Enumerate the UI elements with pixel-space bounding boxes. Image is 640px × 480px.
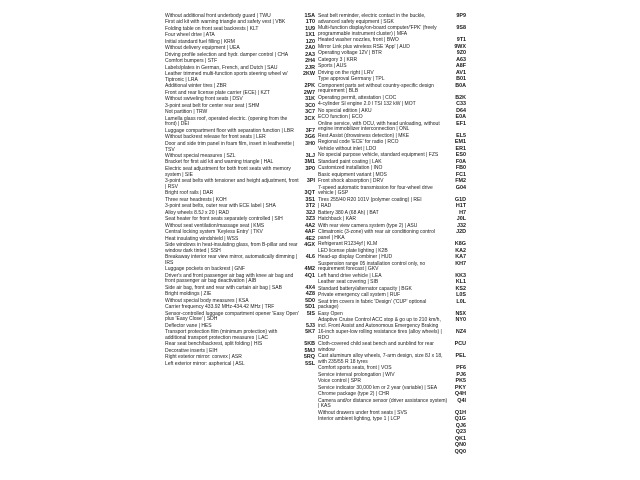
option-code: ES0 bbox=[455, 152, 466, 159]
option-row bbox=[318, 318, 466, 329]
option-row bbox=[318, 255, 466, 261]
option-description: Front and rear license plate carrier (ECE) | KZT bbox=[165, 89, 270, 96]
option-description: Interior ambient lighting, type 1 | LCP bbox=[318, 416, 401, 423]
option-description: Left exterior mirror: aspherical | ASL bbox=[165, 360, 245, 367]
option-code: 5KB bbox=[304, 341, 315, 348]
option-code: J0L bbox=[456, 216, 466, 223]
option-row bbox=[165, 204, 315, 210]
option-row bbox=[318, 280, 466, 286]
option-description: Standard battery/alternator capacity | BGK bbox=[318, 285, 412, 292]
option-row bbox=[165, 312, 315, 323]
option-description: Luggage compartment floor with separation function | LBR bbox=[165, 127, 294, 134]
option-description: Standard paint coating | LAK bbox=[318, 158, 382, 165]
option-code: FB0 bbox=[455, 165, 466, 172]
option-code: PJ6 bbox=[456, 371, 466, 378]
option-code: 1T0 bbox=[305, 19, 315, 26]
option-code: 9P9 bbox=[456, 13, 466, 19]
option-description: Transport protection film (minimum protection) with additional transport protection measures | LAC bbox=[165, 329, 278, 341]
option-row bbox=[318, 64, 466, 70]
option-description: Three rear headrests | KOH bbox=[165, 196, 227, 203]
option-description: 16-inch super-low rolling resistance tires (alloy wheels) | RDO bbox=[318, 329, 442, 341]
option-description: Voice control | SPR bbox=[318, 378, 361, 385]
option-code: QJ6 bbox=[455, 422, 466, 429]
option-description: Service interval prolongation | WIV bbox=[318, 371, 395, 378]
option-description: Service indicator 30,000 km or 2 year (variable) | SEA bbox=[318, 384, 438, 391]
option-code: F0A bbox=[455, 158, 466, 165]
option-code: D64 bbox=[456, 107, 466, 114]
option-description: Basic equipment variant | MOS bbox=[318, 171, 387, 178]
option-description: Without additional front underbody guard | TWU bbox=[165, 13, 271, 19]
option-code: 9S8 bbox=[456, 25, 466, 32]
option-description: Alloy wheels 8.5J x 20 | RAD bbox=[165, 209, 230, 216]
option-description: Side air bag, front and rear with curtain air bag | SAB bbox=[165, 284, 282, 291]
option-row bbox=[165, 243, 315, 254]
option-row bbox=[318, 198, 466, 204]
option-code: A8F bbox=[455, 63, 466, 70]
option-description: Door and side trim panel in foam film, insert in leatherette | TSV bbox=[165, 140, 295, 153]
option-row bbox=[165, 267, 315, 273]
option-row bbox=[165, 305, 315, 311]
option-description: No special purpose vehicle, standard equipment | FZS bbox=[318, 152, 439, 159]
option-description: Vehicle without inlet | LDO bbox=[318, 145, 377, 152]
option-description: Additional winter tires | ZBR bbox=[165, 83, 227, 90]
options-left-column bbox=[165, 14, 315, 368]
option-code: B0A bbox=[455, 82, 466, 89]
option-code: B01 bbox=[456, 76, 466, 83]
option-description: Front shock absorption | DRV bbox=[318, 178, 384, 185]
option-code: L0S bbox=[456, 292, 466, 299]
option-code: N5X bbox=[455, 310, 466, 317]
option-description: Without swiveling front seats | DSV bbox=[165, 96, 243, 103]
option-code: PCU bbox=[454, 341, 466, 348]
option-code: G04 bbox=[455, 184, 466, 191]
option-code: EL5 bbox=[456, 132, 466, 139]
option-description: Category 3 | KRR bbox=[318, 56, 358, 63]
option-description: Without special body measures | KSA bbox=[165, 297, 249, 304]
option-code: QK1 bbox=[454, 435, 466, 442]
option-description: Driving profile selection and hydr. damper control | CHA bbox=[165, 51, 289, 58]
option-description: Four wheel drive | ATA bbox=[165, 32, 215, 39]
option-row bbox=[165, 217, 315, 223]
option-code: EM1 bbox=[454, 139, 466, 146]
option-row bbox=[318, 84, 466, 95]
option-description: 7-speed automatic transmission for four-wheel drive vehicle | GSP bbox=[318, 184, 433, 197]
option-code: 3CX bbox=[304, 115, 315, 122]
option-code: 1SA bbox=[304, 13, 315, 19]
option-row bbox=[318, 262, 466, 273]
option-row bbox=[165, 179, 315, 190]
option-code: 5D0 bbox=[305, 297, 315, 304]
option-description: Initial standard fuel filling | KRM bbox=[165, 38, 235, 45]
option-code: NZ4 bbox=[455, 329, 466, 336]
option-description: Tires 255/40 R20 101V (polymer coating) | REI bbox=[318, 196, 422, 203]
option-code: Q1H bbox=[454, 409, 466, 416]
option-code: 5SL bbox=[305, 360, 315, 367]
option-code: 31K bbox=[305, 96, 315, 103]
option-row bbox=[318, 424, 466, 430]
option-row bbox=[318, 166, 466, 172]
option-description: Seat belt reminder, electric contact in the buckle, advanced safety equipment | SGK bbox=[318, 13, 426, 25]
option-code: 2PK bbox=[304, 83, 315, 90]
option-description: Customized installation | INO bbox=[318, 165, 383, 172]
option-row bbox=[318, 179, 466, 185]
option-code: H1T bbox=[455, 203, 466, 210]
option-row bbox=[318, 204, 466, 210]
option-description: Private emergency call system | RUF bbox=[318, 292, 401, 299]
option-row bbox=[165, 274, 315, 285]
option-description: Camera and/or distance sensor (driver assistance system) | KAS bbox=[318, 397, 448, 410]
option-code: AV1 bbox=[455, 69, 466, 76]
option-code: 3H0 bbox=[305, 140, 315, 147]
option-description: Chrome package (type 2) | CHR bbox=[318, 391, 390, 398]
option-code: Q23 bbox=[455, 429, 466, 436]
option-row bbox=[318, 443, 466, 449]
option-row bbox=[165, 230, 315, 236]
option-description: Mirror Link plus wireless RSE 'App' | AUD bbox=[318, 43, 410, 50]
options-right-column bbox=[318, 14, 466, 456]
option-description: 4-cylinder SI engine 2.0 l TSI 132 kW | MOT bbox=[318, 101, 416, 108]
option-description: 3-point seat belt for center rear seat | SHM bbox=[165, 102, 260, 109]
option-code: FC1 bbox=[455, 171, 466, 178]
option-row bbox=[318, 26, 466, 37]
option-row bbox=[318, 430, 466, 436]
option-code: 3F7 bbox=[305, 127, 315, 134]
option-description: Cloth-covered child seat bench and sunblind for rear window bbox=[318, 341, 434, 353]
option-code: 4Q1 bbox=[304, 272, 315, 279]
option-description: Without special measures | SZL bbox=[165, 152, 236, 159]
option-code: EF1 bbox=[456, 120, 466, 127]
option-code: FM2 bbox=[455, 178, 466, 185]
option-row bbox=[318, 293, 466, 299]
option-row bbox=[318, 77, 466, 83]
option-description: Refrigerant R1234yf | KLM bbox=[318, 241, 378, 248]
option-code: 4GX bbox=[304, 241, 315, 248]
option-description: Left hand drive vehicle | LEA bbox=[318, 272, 382, 279]
option-description: Driver's and front passenger air bag with knee air bag and front passenger air bag deactivation | AIB bbox=[165, 272, 294, 285]
option-description: Leather seat covering | SIB bbox=[318, 279, 379, 286]
option-code: G1D bbox=[454, 196, 466, 203]
option-description: Driving on the right | LRV bbox=[318, 69, 374, 76]
option-code: E0A bbox=[455, 114, 466, 121]
option-code: KK3 bbox=[455, 272, 466, 279]
option-code: 4A2 bbox=[305, 222, 315, 229]
option-code: 3G6 bbox=[304, 134, 315, 141]
option-code: 4Z8 bbox=[305, 291, 315, 298]
option-code: 3C7 bbox=[305, 109, 315, 116]
option-code: H7 bbox=[459, 209, 466, 216]
option-row bbox=[165, 142, 315, 153]
option-code: 9WX bbox=[454, 43, 466, 50]
option-description: Bracket for first aid kit and warning triangle | HAL bbox=[165, 159, 274, 166]
option-row bbox=[318, 51, 466, 57]
option-code: 3LJ bbox=[305, 152, 315, 159]
option-row bbox=[318, 417, 466, 423]
option-row bbox=[318, 102, 466, 108]
option-row bbox=[165, 330, 315, 341]
option-code: 2W7 bbox=[303, 89, 315, 96]
option-description: Multi-function display/on-board computer/'FPK' (freely programmable instrument cluster) | MFA bbox=[318, 25, 437, 37]
option-row bbox=[165, 362, 315, 368]
option-description: | RAD bbox=[318, 203, 332, 210]
option-code: Q4I bbox=[457, 397, 466, 404]
option-description: Rear seat bench/backrest, split folding | HIS bbox=[165, 341, 263, 348]
option-code: Q1G bbox=[454, 416, 466, 423]
option-code: L0L bbox=[456, 298, 466, 305]
option-description: Easy Open bbox=[318, 310, 343, 317]
option-code: NY0 bbox=[455, 317, 466, 324]
option-code: ER1 bbox=[455, 145, 466, 152]
option-description: Electric seat adjustment for both front seats with memory system | SIE bbox=[165, 165, 291, 178]
option-code: KA7 bbox=[455, 254, 466, 261]
option-code: KA2 bbox=[455, 247, 466, 254]
option-code: 5K7 bbox=[305, 329, 315, 336]
option-description: Operating voltage 12V | BTR bbox=[318, 50, 382, 57]
option-code: QQ0 bbox=[454, 448, 466, 455]
option-code: PF6 bbox=[456, 365, 466, 372]
option-row bbox=[318, 450, 466, 456]
option-description: Not partition | TRW bbox=[165, 109, 208, 116]
option-code: 3M1 bbox=[304, 159, 315, 166]
option-code: PK5 bbox=[455, 378, 466, 385]
option-description: Heat insulating windshield | WSS bbox=[165, 235, 239, 242]
option-description: Type approval Germany | TPL bbox=[318, 76, 385, 83]
option-row bbox=[318, 354, 466, 365]
option-code: 5J3 bbox=[306, 322, 315, 329]
option-row bbox=[318, 38, 466, 44]
option-description: Side windows in heat-insulating glass, from B-pillar and rear window dark tinted | SSH bbox=[165, 241, 298, 254]
option-description: Hatchback | KAR bbox=[318, 216, 356, 223]
option-row bbox=[165, 355, 315, 361]
option-code: 4AF bbox=[304, 229, 315, 236]
option-code: 3PI bbox=[306, 178, 315, 185]
option-description: ECO function | ECO bbox=[318, 114, 363, 121]
option-code: 2A0 bbox=[305, 45, 315, 52]
option-description: Heated washer nozzles, front | BWO bbox=[318, 37, 399, 44]
option-code: 5RQ bbox=[303, 354, 315, 361]
option-code: QN0 bbox=[454, 442, 466, 449]
option-description: Sports | AUS bbox=[318, 63, 347, 70]
option-code: PKY bbox=[454, 384, 466, 391]
option-description: With rear view camera system (type 2) | ASU bbox=[318, 222, 418, 229]
option-description: Operating permit, attestation | COC bbox=[318, 94, 397, 101]
option-description: Without backrest release for front seats | LER bbox=[165, 134, 266, 141]
option-description: Leather trimmed multi-function sports steering wheel w/ Tiptronic | LRA bbox=[165, 71, 288, 83]
option-row bbox=[318, 242, 466, 248]
option-description: Head-up display Combiner | HUD bbox=[318, 254, 393, 261]
option-description: Central locking system 'Keyless Entry' | TKV bbox=[165, 229, 263, 236]
option-description: Without drawers under front seats | SVS bbox=[318, 409, 408, 416]
option-code: J32 bbox=[457, 222, 466, 229]
option-code: 3QT bbox=[304, 190, 315, 197]
option-code: 3Z3 bbox=[305, 216, 315, 223]
option-row bbox=[318, 300, 466, 311]
option-description: Labels/plates in German, French, and Dutch | SAU bbox=[165, 64, 278, 71]
option-code: KH7 bbox=[455, 260, 466, 267]
option-description: Seat trim covers in fabric 'Design' ('CUP' optional package) bbox=[318, 298, 427, 311]
option-code: 9T1 bbox=[456, 37, 466, 44]
option-description: Carrier frequency 433.92 MHz-434.42 MHz | TRF bbox=[165, 304, 275, 311]
option-row bbox=[318, 186, 466, 197]
option-row bbox=[318, 330, 466, 341]
option-code: 5D1 bbox=[305, 304, 315, 311]
option-code: 2A3 bbox=[305, 51, 315, 58]
option-description: Adaptive Cruise Control ACC stop & go up to 210 km/h, incl. Front Assist and Autonomous Emergency Braking bbox=[318, 317, 441, 329]
option-code: 2H4 bbox=[305, 58, 315, 65]
option-description: LED license plate lighting | K2B bbox=[318, 247, 388, 254]
option-code: 2JR bbox=[305, 64, 315, 71]
option-code: PEL bbox=[455, 353, 466, 360]
option-description: Luggage pockets on backrest | GNF bbox=[165, 266, 245, 273]
option-code: 2KW bbox=[303, 71, 315, 78]
option-code: 1U9 bbox=[305, 25, 315, 32]
option-description: Decorative inserts | EIH bbox=[165, 347, 218, 354]
option-code: 5MJ bbox=[304, 347, 315, 354]
option-code: 3S1 bbox=[305, 196, 315, 203]
option-description: Lamella glass roof, operated electric. (opening from the front) | DEI bbox=[165, 115, 288, 128]
option-description: Suspension range 05 installation control only, no requirement forecast | GKV bbox=[318, 260, 426, 273]
option-description: Breakaway interior rear view mirror, automatically dimming | IRS bbox=[165, 254, 298, 266]
option-code: 3C0 bbox=[305, 102, 315, 109]
option-row bbox=[165, 191, 315, 197]
option-row bbox=[318, 153, 466, 159]
option-code: Q4H bbox=[454, 391, 466, 398]
option-code: J2D bbox=[456, 229, 466, 236]
option-row bbox=[318, 140, 466, 146]
option-code: 3T2 bbox=[305, 203, 315, 210]
option-row bbox=[318, 115, 466, 121]
option-description: 3-point seat belts with tensioner and height adjustment, front | RSV bbox=[165, 178, 299, 190]
option-row bbox=[318, 437, 466, 443]
option-description: Without seat ventilation/massage seat | KMS bbox=[165, 222, 265, 229]
option-code: C33 bbox=[456, 101, 466, 108]
option-description: First aid kit with warning triangle and safety vest | VBK bbox=[165, 19, 286, 26]
option-row bbox=[165, 292, 315, 298]
option-code: 4L6 bbox=[305, 254, 315, 261]
option-description: Sensor-controlled luggage compartment opener 'Easy Open' plus 'Easy Close' | SDH bbox=[165, 310, 299, 323]
option-description: Right exterior mirror: convex | ASR bbox=[165, 354, 242, 361]
option-code: KL1 bbox=[455, 279, 466, 286]
option-description: Bright moldings | ZIE bbox=[165, 291, 212, 298]
option-code: 1Z0 bbox=[305, 38, 315, 45]
option-description: Rest Assist (drowsiness detection) | MKE bbox=[318, 132, 410, 139]
option-row bbox=[318, 217, 466, 223]
option-description: Folding table on front seat backrests | KLT bbox=[165, 25, 259, 32]
option-description: Bright roof rails | DAR bbox=[165, 190, 214, 197]
option-code: 4E2 bbox=[305, 235, 315, 242]
option-description: Component parts set without country-specific design requirement | BLB bbox=[318, 82, 434, 95]
option-description: Deflector vane | HES bbox=[165, 322, 212, 329]
option-row bbox=[165, 167, 315, 178]
option-row bbox=[165, 72, 315, 83]
option-description: Without delivery equipment | UEA bbox=[165, 45, 240, 52]
option-code: 1X1 bbox=[305, 32, 315, 39]
option-code: 4M2 bbox=[304, 266, 315, 273]
option-description: Online service, with OCU, with head unloading, without engine immobilizer interconnection | ONL bbox=[318, 120, 440, 133]
option-code: 9Z0 bbox=[456, 50, 466, 57]
option-row bbox=[318, 122, 466, 133]
option-row bbox=[165, 117, 315, 128]
option-row bbox=[318, 230, 466, 241]
option-description: Regional code 'ECE' for radio | RCO bbox=[318, 139, 399, 146]
option-code: 32J bbox=[306, 209, 315, 216]
option-code: KS2 bbox=[455, 285, 466, 292]
option-row bbox=[165, 255, 315, 266]
option-code: K8G bbox=[454, 241, 466, 248]
option-row bbox=[318, 399, 466, 410]
option-description: 3-point seat belts, outer rear with ECE label | SHA bbox=[165, 203, 276, 210]
option-description: Seat heater for front seats separately controlled | SIH bbox=[165, 216, 283, 223]
option-row bbox=[318, 14, 466, 25]
option-code: 4X4 bbox=[305, 284, 315, 291]
option-description: Battery 380 A (68 Ah) | BAT bbox=[318, 209, 379, 216]
option-code: 3P0 bbox=[305, 165, 315, 172]
option-row bbox=[318, 342, 466, 353]
option-code: 5IS bbox=[306, 310, 315, 317]
option-description: Comfort sports seats, front | VOS bbox=[318, 365, 392, 372]
option-code: A63 bbox=[456, 56, 466, 63]
option-description: Cast aluminum alloy wheels, 7-arm design, size 8J x 18, with 235/55 R 18 tyres bbox=[318, 353, 443, 365]
option-description: Climatronic (3-zone) with rear air conditioning control panel | HKA bbox=[318, 229, 435, 241]
option-description: No special edition | AKU bbox=[318, 107, 372, 114]
option-code: B2K bbox=[455, 94, 466, 101]
option-description: Comfort bumpers | STF bbox=[165, 58, 218, 65]
